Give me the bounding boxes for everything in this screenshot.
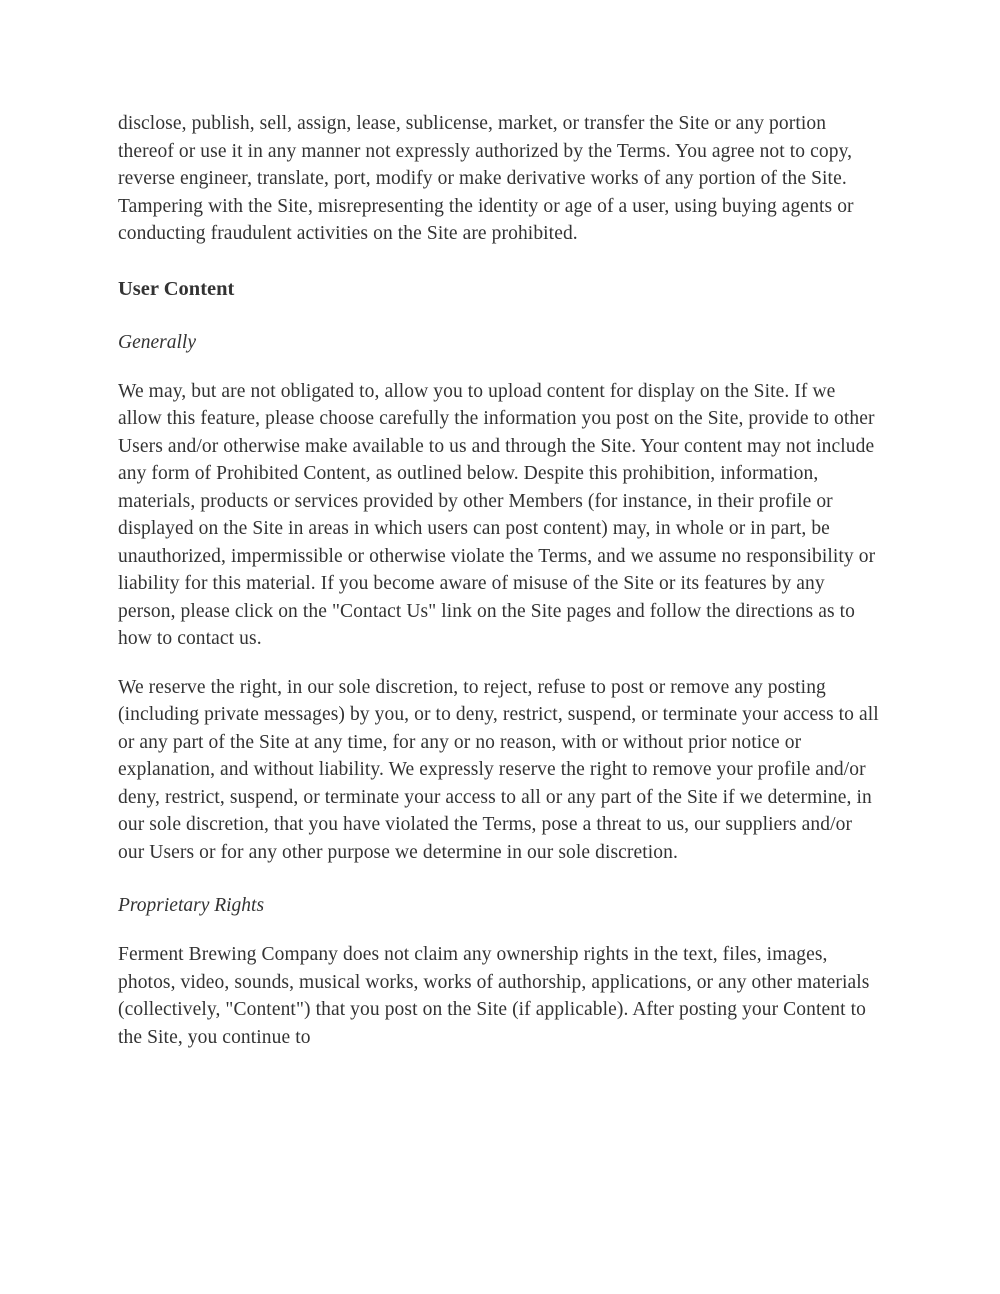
- heading-user-content: User Content: [118, 277, 235, 300]
- subheading-generally: Generally: [118, 331, 196, 353]
- subheading-proprietary-rights: Proprietary Rights: [118, 895, 265, 916]
- paragraph-ownership-rights: Ferment Brewing Company does not claim any ownership rights in the text, files, images, photos, video, sounds, musical works, works of authorship, applications, or any other materials (collectively, "Content") that you post on the Site (if applicable). After posting your Content to the Site, you continue to: [118, 944, 870, 1048]
- paragraph-reserve-rights: We reserve the right, in our sole discretion, to reject, refuse to post or remove any posting (including private messages) by you, or to deny, restrict, suspend, or terminate your access to all or any part of the Site at any time, for any or no reason, with or without prior notice or explanation, and without liability. We expressly reserve the right to remove your profile and/or deny, restrict, suspend, or terminate your access to all or any part of the Site if we determine, in our sole discretion, that you have violated the Terms, pose a threat to us, our suppliers and/or our Users or for any other purpose we determine in our sole discretion.: [118, 676, 879, 863]
- paragraph-site-use-restrictions: disclose, publish, sell, assign, lease, sublicense, market, or transfer the Site or any portion thereof or use it in any manner not expressly authorized by the Terms. You agree not to copy, reverse engineer, translate, port, modify or make derivative works of any portion of the Site. Tampering with the Site, misrepresenting the identity or age of a user, using buying agents or conducting fraudulent activities on the Site are prohibited.: [118, 113, 854, 244]
- paragraph-upload-content: We may, but are not obligated to, allow you to upload content for display on the Site. If we allow this feature, please choose carefully the information you post on the Site, provide to other Users and/or otherwise make available to us and through the Site. Your content may not include any form of Prohibited Content, as outlined below. Despite this prohibition, information, materials, products or services provided by other Members (for instance, in their profile or displayed on the Site in areas in which users can post content) may, in whole or in part, be unauthorized, impermissible or otherwise violate the Terms, and we assume no responsibility or liability for this material. If you become aware of misuse of the Site or its features by any person, please click on the "Contact Us" link on the Site pages and follow the directions as to how to contact us.: [118, 380, 876, 649]
